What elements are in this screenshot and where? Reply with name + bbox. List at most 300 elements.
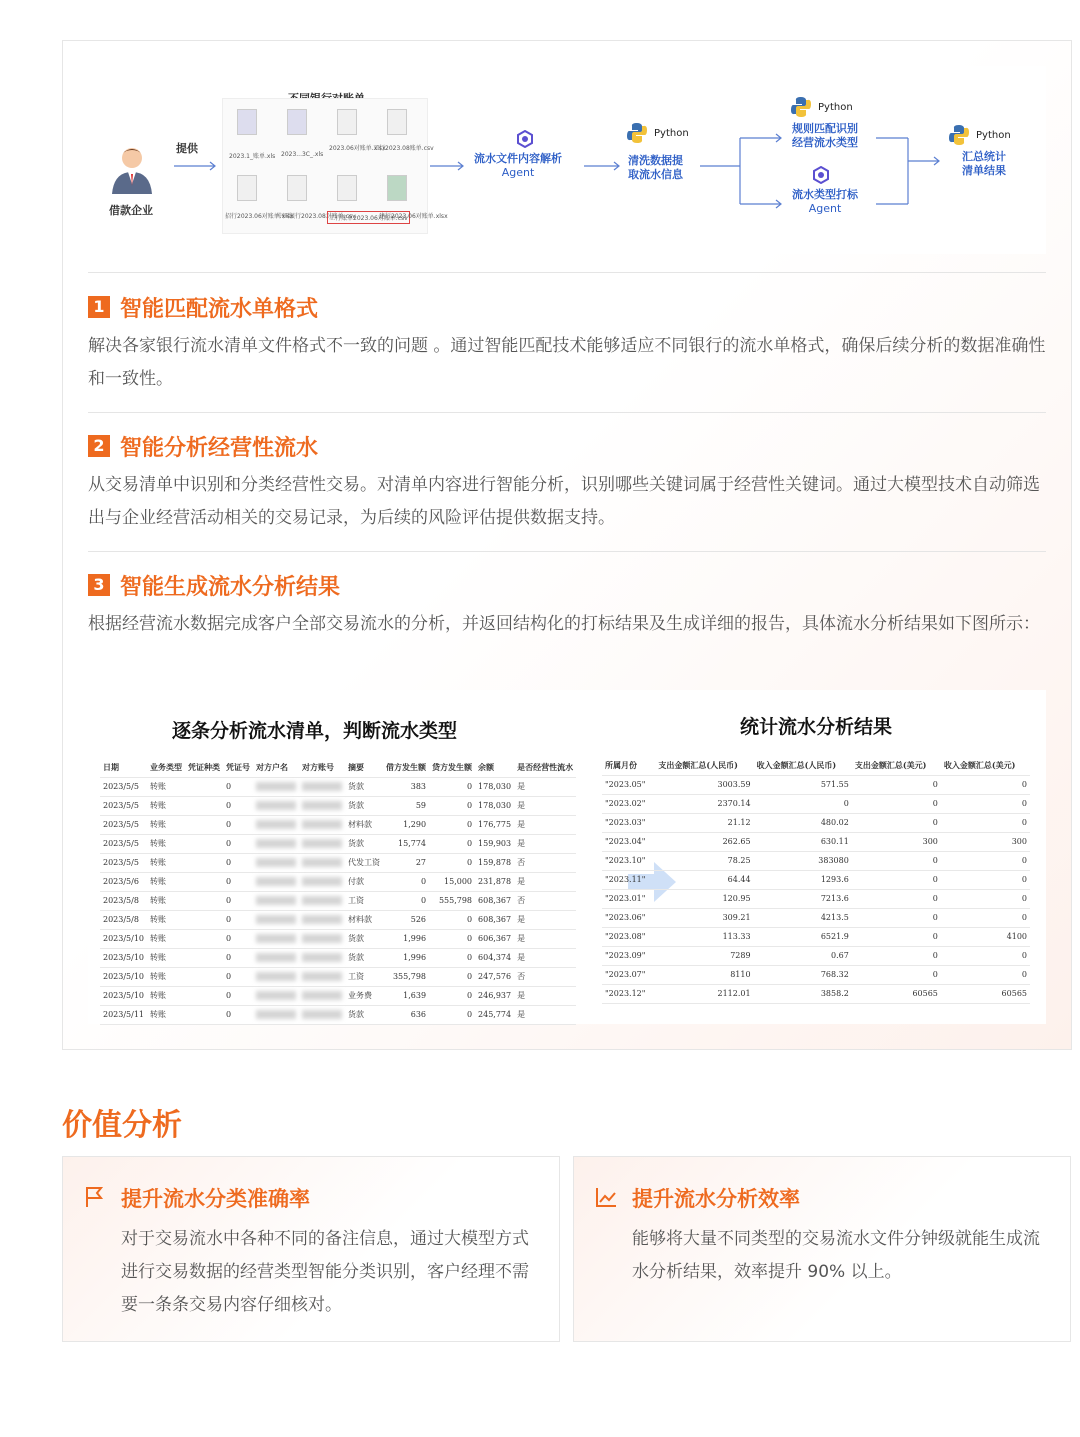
python-icon: [790, 96, 812, 118]
table-cell: 是: [514, 986, 576, 1005]
table-row: [602, 832, 1030, 851]
table-cell: [299, 853, 345, 872]
table-cell: 300: [941, 832, 1030, 851]
agent-icon: [812, 166, 830, 184]
analysis-results-figure: [88, 690, 1046, 1024]
table-cell: "2023.06": [602, 908, 655, 927]
table-cell: 60565: [852, 984, 941, 1003]
table-cell: 0: [223, 777, 253, 796]
table-cell: 是: [514, 815, 576, 834]
table-cell: 0.67: [754, 946, 852, 965]
table-row: [602, 813, 1030, 832]
table-cell: 转账: [147, 986, 185, 1005]
file-label: 工行2023.08账单.csv: [373, 145, 434, 152]
table-cell: 货款: [345, 834, 383, 853]
table-cell: 0: [429, 967, 475, 986]
table-cell: 608,367: [475, 910, 514, 929]
section-heading: 智能匹配流水单格式: [120, 296, 319, 322]
file-icon: [387, 109, 407, 135]
table-cell: [299, 796, 345, 815]
file-label: 招行2023.06对账单.xlsx: [225, 213, 294, 220]
table-cell: 2023/5/10: [100, 986, 147, 1005]
table-cell: [185, 853, 223, 872]
section-number: 3: [88, 574, 110, 596]
table-cell: 60565: [941, 984, 1030, 1003]
table-cell: 7213.6: [754, 889, 852, 908]
table-cell: 货款: [345, 796, 383, 815]
provide-label: 提供: [176, 142, 198, 155]
column-header: 支出金额汇总(美元): [852, 756, 941, 775]
table-cell: 转账: [147, 853, 185, 872]
redacted-value: [302, 782, 342, 791]
file-icon: [337, 175, 357, 201]
redacted-value: [302, 839, 342, 848]
redacted-value: [302, 972, 342, 981]
table-row: [100, 815, 576, 834]
redacted-value: [302, 820, 342, 829]
file-label: 2023.06对账单.xlsx: [329, 145, 386, 152]
table-cell: [299, 910, 345, 929]
table-row: [602, 927, 1030, 946]
column-header: 对方账号: [299, 758, 345, 777]
table-cell: 0: [223, 1005, 253, 1024]
table-cell: 0: [429, 948, 475, 967]
table-header-row: [602, 756, 1030, 775]
table-cell: 0: [852, 813, 941, 832]
table-cell: [185, 929, 223, 948]
table-cell: "2023.11": [602, 870, 655, 889]
table-cell: 1,639: [383, 986, 429, 1005]
table-cell: 178,030: [475, 777, 514, 796]
table-cell: 转账: [147, 796, 185, 815]
table-cell: 2023/5/5: [100, 853, 147, 872]
table-cell: [299, 891, 345, 910]
redacted-value: [256, 801, 296, 810]
table-row: [100, 986, 576, 1005]
table-cell: 代发工资: [345, 853, 383, 872]
table-cell: 0: [429, 1005, 475, 1024]
file-label: 2023...3C_.xls: [281, 151, 324, 158]
table-row: [100, 910, 576, 929]
redacted-value: [256, 896, 296, 905]
table-cell: [299, 834, 345, 853]
column-header: 借方发生额: [383, 758, 429, 777]
table-cell: [299, 872, 345, 891]
column-header: 业务类型: [147, 758, 185, 777]
table-cell: 0: [852, 908, 941, 927]
table-cell: 2370.14: [655, 794, 753, 813]
column-header: 所属月份: [602, 756, 655, 775]
table-cell: [253, 986, 299, 1005]
table-cell: 材料款: [345, 815, 383, 834]
table-cell: 4213.5: [754, 908, 852, 927]
column-header: 支出金额汇总(人民币): [655, 756, 753, 775]
redacted-value: [302, 915, 342, 924]
table-cell: [185, 777, 223, 796]
table-cell: "2023.12": [602, 984, 655, 1003]
table-cell: 1,996: [383, 929, 429, 948]
redacted-value: [256, 1010, 296, 1019]
transaction-detail-table: [100, 758, 576, 1025]
redacted-value: [256, 820, 296, 829]
table-cell: [185, 1005, 223, 1024]
table-cell: 113.33: [655, 927, 753, 946]
table-cell: 付款: [345, 872, 383, 891]
table-cell: [299, 929, 345, 948]
clean-data-label: 清洗数据提 取流水信息: [628, 154, 683, 181]
table-cell: 1,996: [383, 948, 429, 967]
redacted-value: [256, 972, 296, 981]
table-cell: 0: [852, 927, 941, 946]
table-cell: [253, 910, 299, 929]
table-cell: 0: [941, 813, 1030, 832]
table-cell: 0: [223, 872, 253, 891]
table-row: [602, 870, 1030, 889]
value-card-title: 提升流水分析效率: [632, 1187, 800, 1211]
file-icon: [287, 175, 307, 201]
table-cell: 2023/5/8: [100, 891, 147, 910]
redacted-value: [302, 934, 342, 943]
table-cell: 27: [383, 853, 429, 872]
table-cell: [253, 1005, 299, 1024]
table-cell: 0: [941, 870, 1030, 889]
table-cell: 247,576: [475, 967, 514, 986]
column-header: 日期: [100, 758, 147, 777]
table-cell: 货款: [345, 777, 383, 796]
column-header: 对方户名: [253, 758, 299, 777]
redacted-value: [302, 953, 342, 962]
table-cell: 材料款: [345, 910, 383, 929]
value-heading: 价值分析: [62, 1108, 182, 1143]
table-cell: 0: [223, 986, 253, 1005]
table-cell: 0: [852, 946, 941, 965]
section-2-title: [88, 433, 318, 459]
value-card-text: 能够将大量不同类型的交易流水文件分钟级就能生成流水分析结果，效率提升 90% 以上。: [632, 1229, 1040, 1282]
table-cell: 是: [514, 1005, 576, 1024]
table-cell: 120.95: [655, 889, 753, 908]
redacted-value: [302, 801, 342, 810]
table-cell: [299, 967, 345, 986]
table-cell: 0: [223, 910, 253, 929]
table-cell: 0: [852, 851, 941, 870]
table-cell: 否: [514, 891, 576, 910]
table-cell: 0: [429, 853, 475, 872]
table-cell: 636: [383, 1005, 429, 1024]
table-cell: [185, 986, 223, 1005]
table-row: [602, 965, 1030, 984]
table-cell: 3003.59: [655, 775, 753, 794]
line-chart-icon: [594, 1185, 618, 1209]
file-icon: [237, 109, 257, 135]
table-cell: "2023.01": [602, 889, 655, 908]
table-cell: 1,290: [383, 815, 429, 834]
file-icon: [387, 175, 407, 201]
column-header: 摘要: [345, 758, 383, 777]
table-cell: 571.55: [754, 775, 852, 794]
column-header: 收入金额汇总(美元): [941, 756, 1030, 775]
section-number: 1: [88, 296, 110, 318]
table-header-row: [100, 758, 576, 777]
table-cell: 0: [852, 794, 941, 813]
table-cell: 0: [941, 851, 1030, 870]
table-cell: 0: [429, 986, 475, 1005]
table-cell: 否: [514, 853, 576, 872]
table-cell: 转账: [147, 834, 185, 853]
table-cell: 是: [514, 929, 576, 948]
table-cell: 2023/5/10: [100, 948, 147, 967]
table-cell: [185, 834, 223, 853]
table-cell: [253, 815, 299, 834]
table-cell: 159,878: [475, 853, 514, 872]
column-header: 凭证种类: [185, 758, 223, 777]
table-cell: 转账: [147, 948, 185, 967]
table-row: [100, 777, 576, 796]
file-icon: [337, 109, 357, 135]
table-row: [602, 984, 1030, 1003]
table-cell: 货款: [345, 1005, 383, 1024]
table-cell: "2023.07": [602, 965, 655, 984]
table-cell: [185, 891, 223, 910]
file-icon: [237, 175, 257, 201]
section-3-text: 根据经营流水数据完成客户全部交易流水的分析，并返回结构化的打标结果及生成详细的报告，具体流水分析结果如下图所示：: [88, 614, 1040, 634]
table-cell: 货款: [345, 948, 383, 967]
table-cell: 246,937: [475, 986, 514, 1005]
table-cell: 2023/5/5: [100, 796, 147, 815]
redacted-value: [256, 782, 296, 791]
table-cell: 7289: [655, 946, 753, 965]
redacted-value: [256, 934, 296, 943]
table-cell: 159,903: [475, 834, 514, 853]
table-row: [602, 889, 1030, 908]
table-cell: [253, 853, 299, 872]
table-cell: 1293.6: [754, 870, 852, 889]
python-label: Python: [976, 130, 1011, 141]
file-label: 中国银行2023.08对账单.csv: [277, 213, 356, 220]
table-cell: 480.02: [754, 813, 852, 832]
table-cell: [185, 967, 223, 986]
table-cell: 转账: [147, 872, 185, 891]
table-row: [602, 794, 1030, 813]
table-cell: 383: [383, 777, 429, 796]
table-cell: 转账: [147, 967, 185, 986]
table-cell: 59: [383, 796, 429, 815]
divider: [88, 551, 1046, 552]
table-cell: 转账: [147, 910, 185, 929]
table-cell: 工资: [345, 967, 383, 986]
table-cell: [253, 891, 299, 910]
table-row: [602, 946, 1030, 965]
table-cell: [253, 929, 299, 948]
table-row: [100, 948, 576, 967]
table-row: [100, 834, 576, 853]
table-cell: [253, 796, 299, 815]
flag-icon: [83, 1185, 107, 1209]
table-cell: 245,774: [475, 1005, 514, 1024]
table-cell: [185, 815, 223, 834]
column-header: 是否经营性流水: [514, 758, 576, 777]
table-cell: 768.32: [754, 965, 852, 984]
table-row: [100, 853, 576, 872]
workflow-diagram: [88, 66, 1046, 254]
table-cell: 355,798: [383, 967, 429, 986]
redacted-value: [302, 858, 342, 867]
table-cell: "2023.02": [602, 794, 655, 813]
value-card-title: 提升流水分类准确率: [121, 1187, 310, 1211]
table-cell: 0: [941, 908, 1030, 927]
table-cell: 608,367: [475, 891, 514, 910]
table-cell: 0: [852, 965, 941, 984]
parse-agent-label: 流水文件内容解析 Agent: [474, 152, 562, 179]
table-cell: 6521.9: [754, 927, 852, 946]
section-2-text: 从交易清单中识别和分类经营性交易。对清单内容进行智能分析，识别哪些关键词属于经营性关键词。通过大模型技术自动筛选出与企业经营活动相关的交易记录，为后续的风险评估提供数据支持。: [88, 475, 1040, 528]
file-label: 工行账单2023.06对账单.csv: [327, 211, 410, 224]
table-cell: 15,774: [383, 834, 429, 853]
table-row: [602, 908, 1030, 927]
table-cell: [299, 986, 345, 1005]
table-cell: 转账: [147, 1005, 185, 1024]
table-cell: 货款: [345, 929, 383, 948]
table-cell: 0: [941, 946, 1030, 965]
redacted-value: [256, 839, 296, 848]
table-row: [100, 891, 576, 910]
table-cell: [299, 1005, 345, 1024]
table-cell: 300: [852, 832, 941, 851]
table-cell: [299, 815, 345, 834]
column-header: 余额: [475, 758, 514, 777]
redacted-value: [256, 953, 296, 962]
table-cell: 2023/5/10: [100, 967, 147, 986]
value-card-accuracy: [62, 1156, 560, 1342]
table-row: [100, 796, 576, 815]
table-cell: 0: [223, 948, 253, 967]
section-1-text: 解决各家银行流水清单文件格式不一致的问题 。通过智能匹配技术能够适应不同银行的流水单格式，确保后续分析的数据准确性和一致性。: [88, 336, 1046, 389]
table-cell: [299, 948, 345, 967]
table-cell: 0: [223, 834, 253, 853]
table-cell: 604,374: [475, 948, 514, 967]
python-label: Python: [654, 128, 689, 139]
table-cell: 是: [514, 796, 576, 815]
table-cell: 0: [941, 889, 1030, 908]
summary-label: 汇总统计 清单结果: [962, 150, 1006, 177]
redacted-value: [302, 896, 342, 905]
table-cell: 转账: [147, 777, 185, 796]
value-card-efficiency: [573, 1156, 1071, 1342]
table-cell: 工资: [345, 891, 383, 910]
table-cell: 0: [852, 889, 941, 908]
table-cell: 0: [223, 853, 253, 872]
table-cell: 526: [383, 910, 429, 929]
table-cell: 0: [223, 815, 253, 834]
table-cell: [185, 948, 223, 967]
section-number: 2: [88, 435, 110, 457]
divider: [88, 272, 1046, 273]
table-cell: "2023.08": [602, 927, 655, 946]
table-row: [100, 929, 576, 948]
table-cell: 业务费: [345, 986, 383, 1005]
table-row: [602, 775, 1030, 794]
table-cell: 0: [223, 929, 253, 948]
table-cell: 否: [514, 967, 576, 986]
table-cell: 是: [514, 872, 576, 891]
table-cell: 0: [223, 891, 253, 910]
column-header: 收入金额汇总(人民币): [754, 756, 852, 775]
table-cell: 0: [941, 775, 1030, 794]
table-cell: 309.21: [655, 908, 753, 927]
left-table-title: 逐条分析流水清单，判断流水类型: [172, 720, 458, 742]
python-icon: [626, 122, 648, 144]
table-cell: 78.25: [655, 851, 753, 870]
table-row: [602, 851, 1030, 870]
agent-icon: [516, 130, 534, 148]
table-cell: "2023.03": [602, 813, 655, 832]
monthly-summary-table: [602, 756, 1030, 1004]
python-icon: [948, 124, 970, 146]
table-cell: [185, 910, 223, 929]
redacted-value: [256, 858, 296, 867]
section-3-title: [88, 572, 340, 598]
borrower-label: 借款企业: [109, 204, 153, 217]
table-cell: 2023/5/8: [100, 910, 147, 929]
table-cell: 2023/5/10: [100, 929, 147, 948]
table-cell: 176,775: [475, 815, 514, 834]
section-heading: 智能分析经营性流水: [120, 435, 319, 461]
table-cell: 0: [429, 929, 475, 948]
redacted-value: [256, 915, 296, 924]
tagging-agent-label: 流水类型打标 Agent: [792, 188, 858, 215]
table-cell: 0: [429, 834, 475, 853]
statement-files: [222, 98, 448, 234]
column-header: 贷方发生额: [429, 758, 475, 777]
table-row: [100, 1005, 576, 1024]
column-header: 凭证号: [223, 758, 253, 777]
table-cell: "2023.05": [602, 775, 655, 794]
redacted-value: [302, 877, 342, 886]
table-cell: 转账: [147, 929, 185, 948]
table-cell: 0: [223, 967, 253, 986]
table-cell: 2112.01: [655, 984, 753, 1003]
file-label: 建行2023.06对账单.xlsx: [379, 213, 448, 220]
divider: [88, 412, 1046, 413]
table-cell: 是: [514, 910, 576, 929]
table-cell: 0: [852, 775, 941, 794]
table-cell: 0: [429, 777, 475, 796]
table-cell: 0: [383, 891, 429, 910]
table-cell: 555,798: [429, 891, 475, 910]
table-cell: 0: [941, 965, 1030, 984]
table-cell: 3858.2: [754, 984, 852, 1003]
table-row: [100, 872, 576, 891]
table-cell: 2023/5/5: [100, 777, 147, 796]
table-cell: 2023/5/5: [100, 834, 147, 853]
python-label: Python: [818, 102, 853, 113]
file-icon: [287, 109, 307, 135]
table-cell: [185, 796, 223, 815]
table-cell: 转账: [147, 815, 185, 834]
table-cell: 0: [852, 870, 941, 889]
table-cell: 15,000: [429, 872, 475, 891]
table-cell: [253, 967, 299, 986]
redacted-value: [256, 991, 296, 1000]
redacted-value: [302, 1010, 342, 1019]
table-cell: 383080: [754, 851, 852, 870]
table-cell: "2023.04": [602, 832, 655, 851]
table-cell: 262.65: [655, 832, 753, 851]
table-cell: 64.44: [655, 870, 753, 889]
table-cell: 0: [383, 872, 429, 891]
table-cell: 8110: [655, 965, 753, 984]
table-cell: [253, 872, 299, 891]
value-card-text: 对于交易流水中各种不同的备注信息，通过大模型方式进行交易数据的经营类型智能分类识别，客户经理不需要一条条交易内容仔细核对。: [121, 1229, 529, 1315]
